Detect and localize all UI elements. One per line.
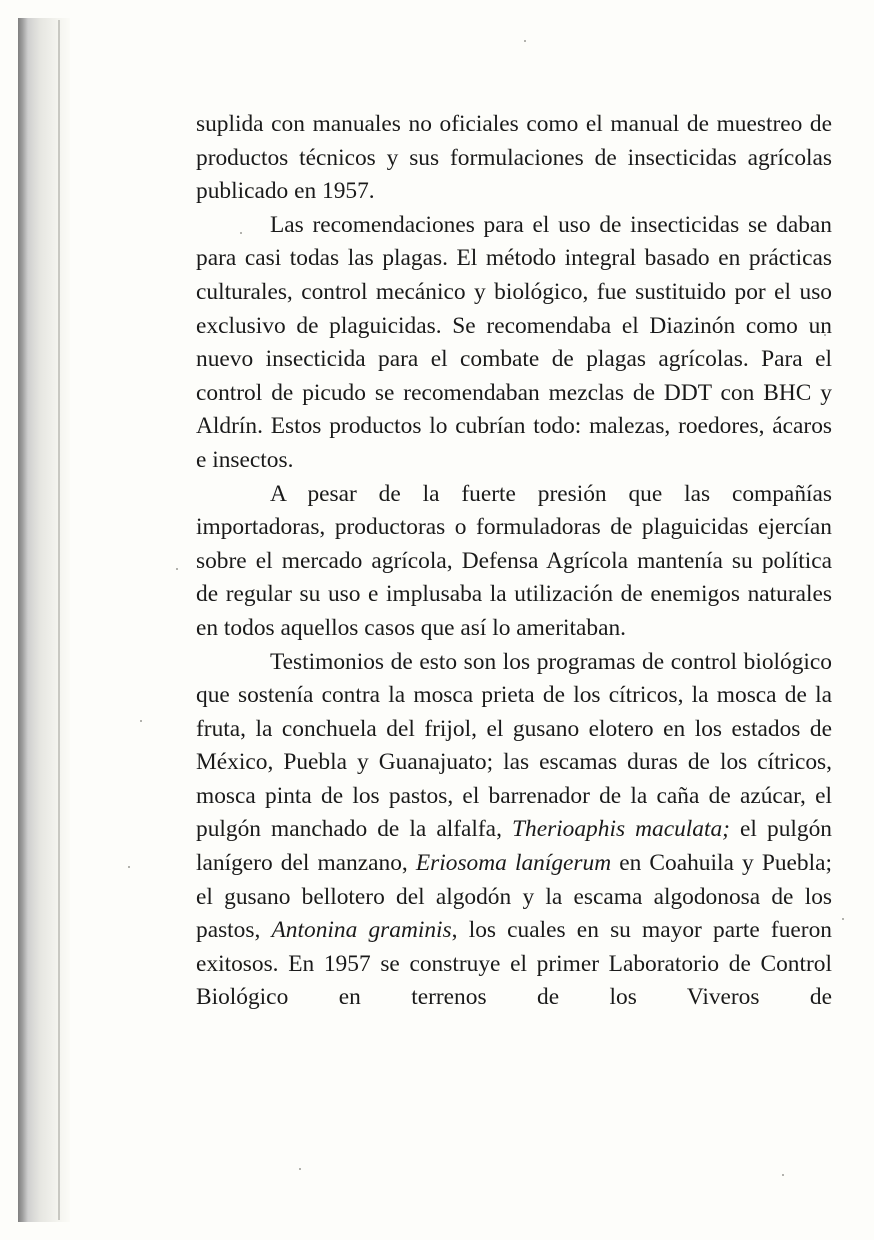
scan-speck bbox=[128, 866, 130, 868]
text-run: en Coahuila y Puebla; el gusano bellotero del algodón y la escama algodonosa de los pastos, bbox=[196, 850, 832, 944]
scan-speck bbox=[176, 568, 178, 570]
body-text bbox=[196, 108, 832, 1015]
paragraph-4 bbox=[196, 646, 832, 1016]
text-run: el pulgón lanígero del manzano, bbox=[196, 816, 832, 877]
text-run: suplida con manuales no oficiales como el manual de muestreo de productos técnicos y sus formulaciones de insecticidas agrícolas publicado en 1957. bbox=[196, 111, 832, 205]
text-run: Testimonios de esto son los programas de control biológico que sostenía contra la mosca prieta de los cítricos, la mosca de la fruta, la conchuela del frijol, el gusano elotero en los estados de México, Puebla y Guanajuato; las escamas duras de los cítricos, mosca pinta de los pastos, el barrenador de la caña de azúcar, el pulgón manchado de la alfalfa, bbox=[196, 648, 832, 843]
paragraph-1 bbox=[196, 108, 832, 209]
page-edge-line bbox=[58, 20, 60, 1220]
species-name: Therioaphis maculata; bbox=[511, 816, 730, 843]
paragraph-3 bbox=[196, 478, 832, 646]
scan-speck bbox=[299, 1168, 301, 1170]
book-binding-shadow bbox=[18, 18, 70, 1222]
scan-speck bbox=[842, 918, 844, 920]
text-run: A pesar de la fuerte presión que las compañías importadoras, productoras o formuladoras de plaguicidas ejercían sobre el mercado agrícola, Defensa Agrícola mantenía su política de regular su uso e implusaba la utilización de enemigos naturales en todos aquellos casos que así lo ameritaban. bbox=[196, 480, 832, 641]
text-run: Las recomendaciones para el uso de insecticidas se daban para casi todas las plagas. El método integral basado en prácticas culturales, control mecánico y biológico, fue sustituido por el uso exclusivo de plaguicidas. Se recomendaba el Diazinón como un nuevo insecticida para el combate de plagas agrícolas. Para el control de picudo se recomendaban mezclas de DDT con BHC y Aldrín. Estos productos lo cubrían todo: malezas, roedores, ácaros e insectos. bbox=[196, 211, 832, 473]
species-name: Antonina graminis bbox=[271, 917, 452, 944]
text-run: , los cuales en su mayor parte fueron exitosos. En 1957 se construye el primer Laboratorio de Control Biológico en terrenos de los Viveros de bbox=[196, 917, 832, 1011]
species-name: Eriosoma lanígerum bbox=[415, 850, 612, 877]
paragraph-2 bbox=[196, 209, 832, 478]
scan-speck bbox=[524, 40, 526, 42]
scan-speck bbox=[782, 1174, 784, 1176]
scan-speck bbox=[140, 720, 142, 722]
